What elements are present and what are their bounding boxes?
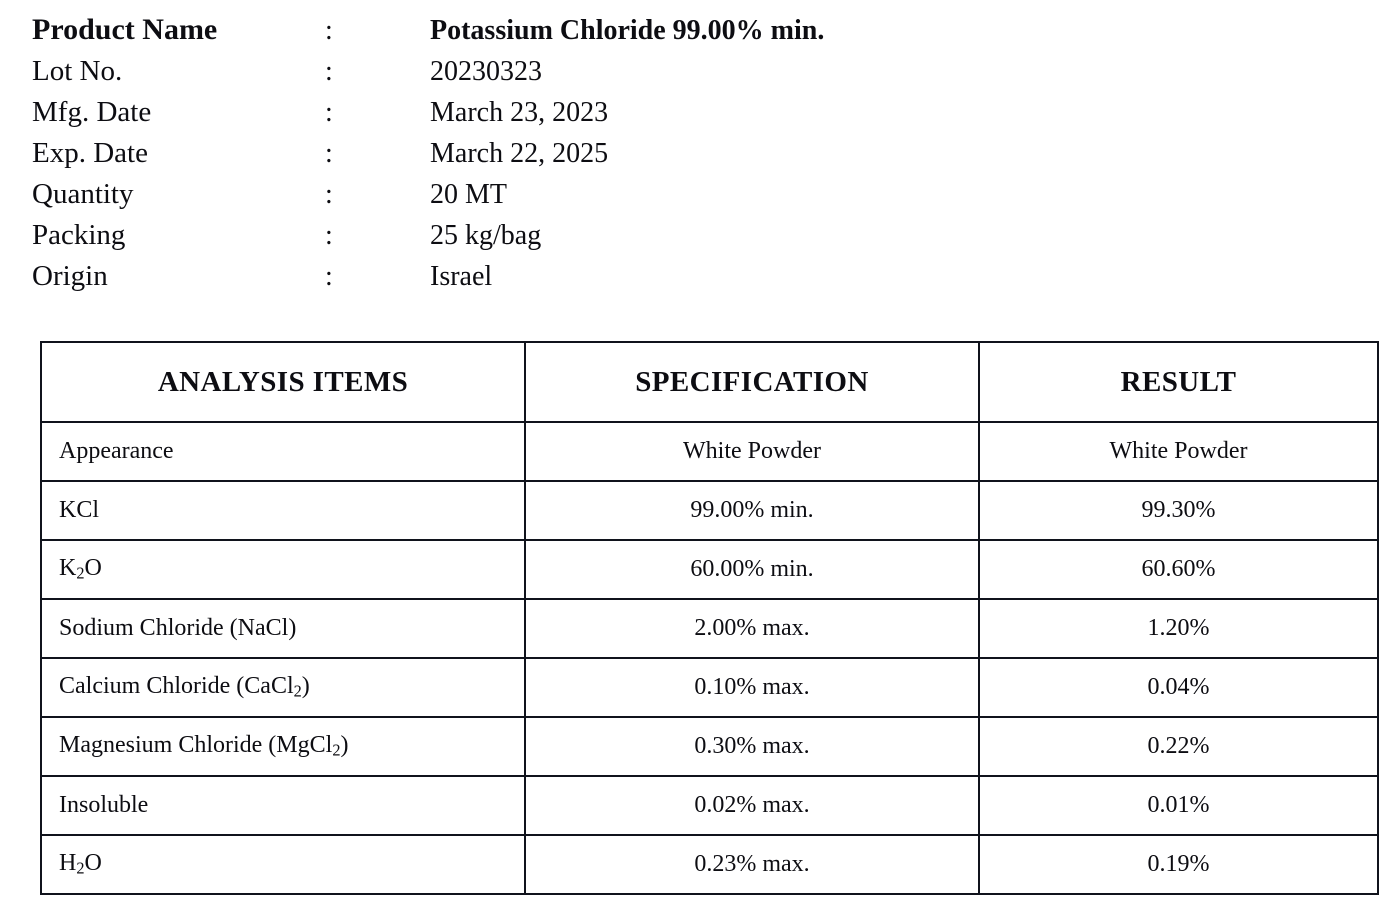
table-row [41,776,1378,835]
result-cell: 0.01% [979,776,1378,835]
table-row [41,658,1378,717]
product-info-row [32,215,824,256]
result-cell: 1.20% [979,599,1378,658]
product-info-value: 25 kg/bag [430,220,542,251]
analysis-item-cell: Sodium Chloride (NaCl) [41,599,525,658]
analysis-header-row [41,342,1378,422]
product-info-separator: : [325,97,333,128]
product-info-value: Potassium Chloride 99.00% min. [430,15,825,46]
product-info-label: Origin [32,260,108,292]
product-info-label: Quantity [32,178,134,210]
product-info-value: March 22, 2025 [430,138,609,169]
product-info-separator: : [325,220,333,251]
result-cell: 60.60% [979,540,1378,599]
analysis-item-cell: KCl [41,481,525,540]
table-row [41,540,1378,599]
analysis-table-container [30,341,1362,895]
analysis-item-cell: Insoluble [41,776,525,835]
column-header-analysis-items: ANALYSIS ITEMS [41,342,525,422]
product-info-label: Product Name [32,13,218,46]
product-info-separator: : [325,179,333,210]
product-info-row [32,174,824,215]
product-info-value: March 23, 2023 [430,97,609,128]
analysis-table [40,341,1379,895]
result-cell: 0.22% [979,717,1378,776]
analysis-item-cell: Appearance [41,422,525,481]
column-header-specification: SPECIFICATION [525,342,979,422]
product-info-separator: : [325,138,333,169]
specification-cell: 2.00% max. [525,599,979,658]
specification-cell: 60.00% min. [525,540,979,599]
product-info-separator: : [325,56,333,87]
specification-cell: 0.23% max. [525,835,979,894]
table-row [41,717,1378,776]
specification-cell: 0.10% max. [525,658,979,717]
product-info-label: Lot No. [32,55,123,87]
analysis-item-cell: $K_2O$ [41,540,525,599]
analysis-item-cell: Magnesium Chloride (MgCl$_2$) [41,717,525,776]
specification-cell: 0.02% max. [525,776,979,835]
product-info-row [32,10,824,51]
analysis-item-cell: $H_2O$ [41,835,525,894]
product-info-separator: : [325,15,333,46]
table-row [41,422,1378,481]
product-info-row [32,51,824,92]
analysis-table-body [41,422,1378,894]
product-info-value: 20230323 [430,56,542,87]
product-info-row [32,256,824,297]
result-cell: 0.19% [979,835,1378,894]
result-cell: 99.30% [979,481,1378,540]
analysis-item-cell: Calcium Chloride (CaCl$_2$) [41,658,525,717]
analysis-table-head [41,342,1378,422]
product-info-separator: : [325,261,333,292]
result-cell: White Powder [979,422,1378,481]
product-info-row [32,133,824,174]
specification-cell: White Powder [525,422,979,481]
table-row [41,599,1378,658]
product-info-value: Israel [430,261,493,292]
specification-cell: 99.00% min. [525,481,979,540]
column-header-result: RESULT [979,342,1378,422]
product-info-body [32,10,824,297]
table-row [41,835,1378,894]
product-info-value: 20 MT [430,179,507,210]
result-cell: 0.04% [979,658,1378,717]
product-info-label: Packing [32,219,126,251]
product-info-row [32,92,824,133]
specification-cell: 0.30% max. [525,717,979,776]
product-info-label: Exp. Date [32,137,148,169]
table-row [41,481,1378,540]
product-info-label: Mfg. Date [32,96,152,128]
product-info-table [32,10,824,297]
